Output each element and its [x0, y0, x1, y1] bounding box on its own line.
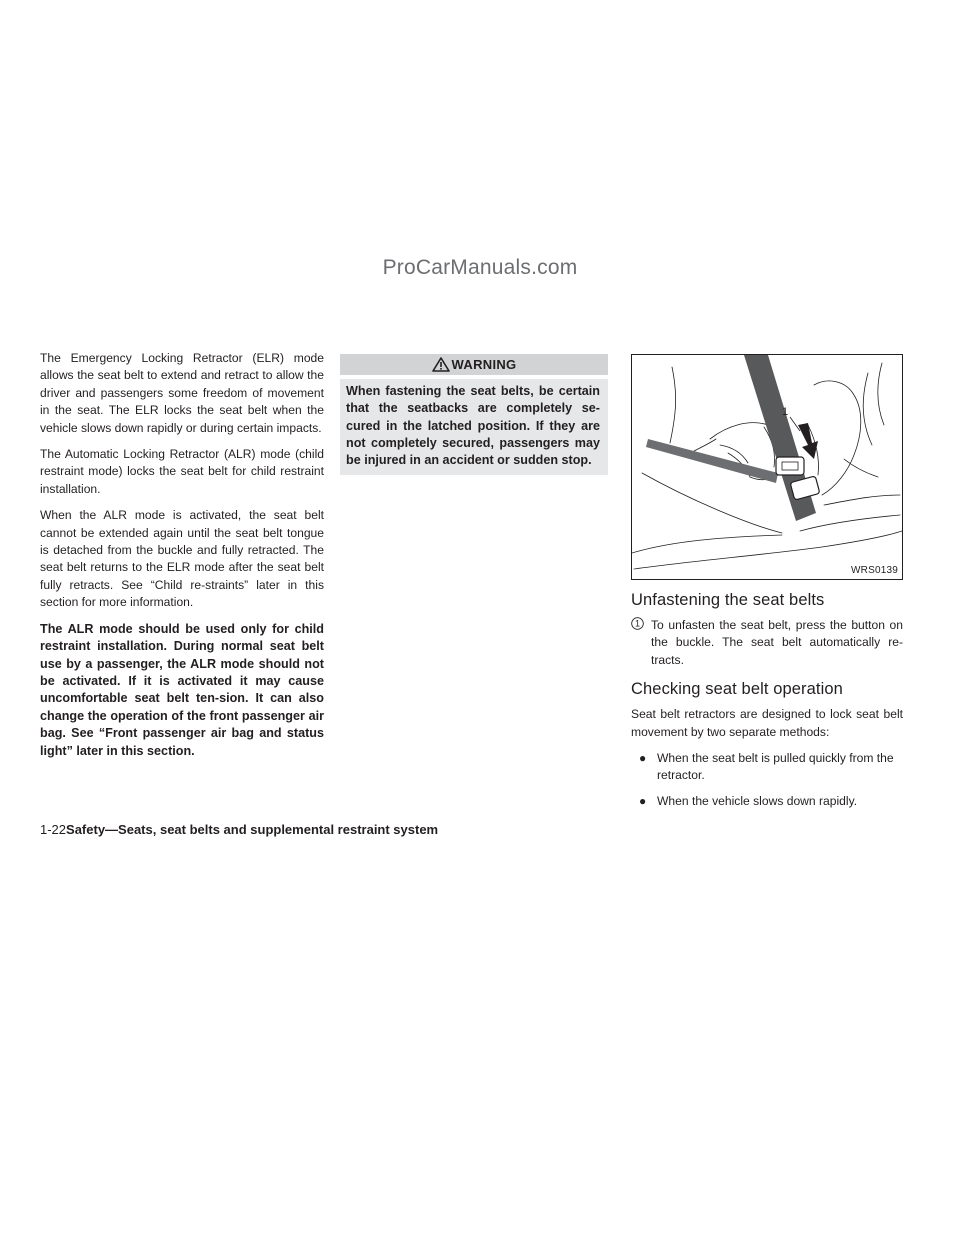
column-left [40, 350, 324, 760]
paragraph-alr-activated: When the ALR mode is activated, the seat belt cannot be extended again until the seat belt tongue is detached from the buckle and fully retracted. The seat belt returns to the ELR mode after the seat belt fully retracts. See “Child re-straints” later in this section for more information. [40, 508, 324, 610]
page-number: 1-22 [40, 822, 67, 837]
paragraph-alr: The Automatic Locking Retractor (ALR) mode (child restraint mode) locks the seat belt for child restraint installation. [40, 447, 324, 496]
seat-belt-illustration [631, 354, 903, 580]
figure-callout: 1 [782, 406, 789, 418]
seat-belt-drawing [632, 355, 902, 579]
step-number: 1 [634, 618, 641, 629]
checking-intro: Seat belt retractors are designed to lock seat belt movement by two separate methods: [631, 707, 903, 739]
column-right [631, 350, 903, 818]
paragraph-alr-caution: The ALR mode should be used only for child restraint installation. During normal seat belt use by a passenger, the ALR mode should not be activated. If it is activated it may cause uncomfortable seat belt ten-sion. It can also change the operation of the front passenger air bag. See “Front passenger air bag and status light” later in this section. [40, 621, 324, 758]
figure-code: WRS0139 [851, 565, 898, 576]
unfastening-heading: Unfastening the seat belts [631, 591, 825, 609]
warning-text: When fastening the seat belts, be certain that the seatbacks are completely se-cured in the latched position. If they are not completely secured, passengers may be injured in an accident or sudden stop. [340, 379, 608, 475]
bullet-text: When the vehicle slows down rapidly. [657, 793, 858, 808]
warning-icon [432, 357, 450, 372]
list-item [631, 750, 903, 785]
unfastening-step [631, 617, 903, 669]
warning-header [340, 354, 608, 375]
warning-title: WARNING [451, 357, 517, 372]
step-text: To unfasten the seat belt, press the button on the buckle. The seat belt automatically re-tracts. [651, 618, 903, 667]
step-number-icon [631, 617, 644, 635]
section-title: Safety—Seats, seat belts and supplemental restraint system [66, 822, 439, 837]
column-middle [340, 350, 608, 475]
bullet-text: When the seat belt is pulled quickly from the retractor. [657, 751, 894, 783]
watermark: ProCarManuals.com [382, 256, 578, 279]
checking-heading: Checking seat belt operation [631, 680, 843, 699]
page-footer [40, 822, 438, 837]
bullet-icon: ● [639, 793, 647, 808]
list-item [631, 793, 903, 810]
bullet-icon: ● [639, 751, 647, 766]
paragraph-elr: The Emergency Locking Retractor (ELR) mode allows the seat belt to extend and retract to allow the driver and passengers some freedom of movement in the seat. The ELR locks the seat belt when the vehicle slows down rapidly or during certain impacts. [40, 351, 324, 435]
